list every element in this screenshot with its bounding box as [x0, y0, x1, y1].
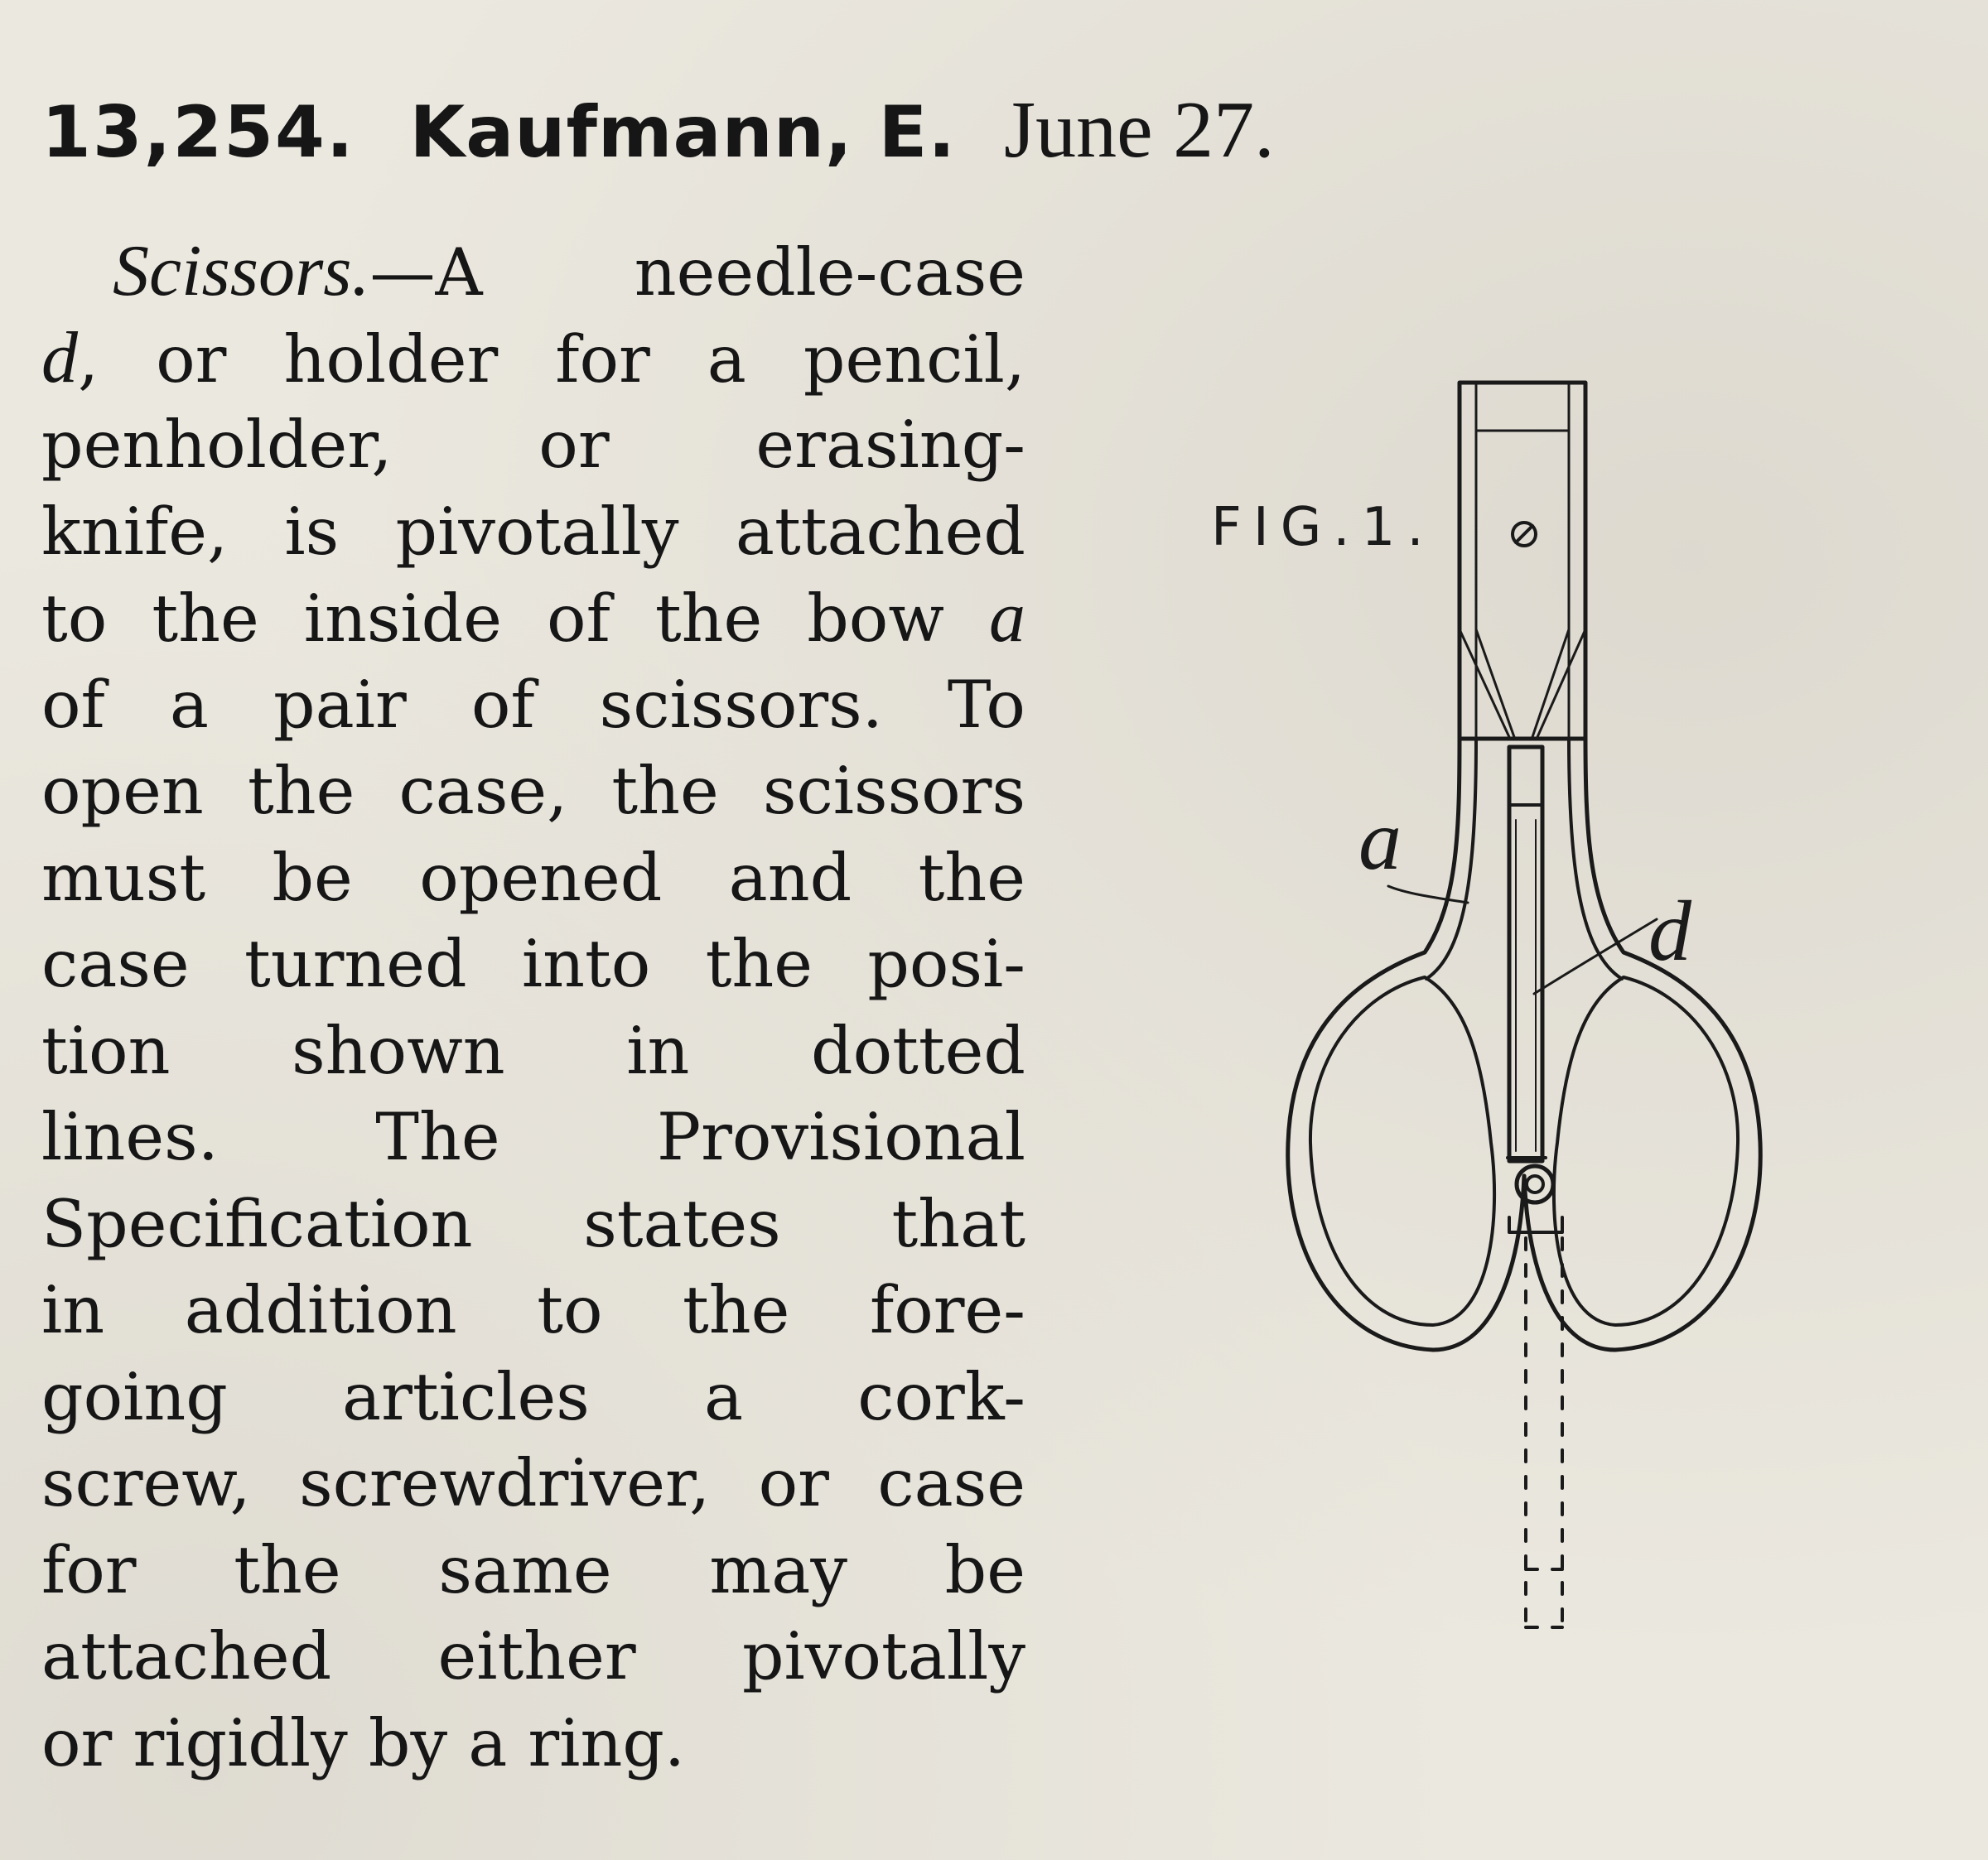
line-text: , or holder for a pencil,: [78, 320, 1025, 398]
body-line: open the case, the scissors: [41, 753, 1025, 829]
body-line: [41, 575, 1025, 662]
body-line: screw, screwdriver, or case: [41, 1445, 1025, 1521]
body-line: in addition to the fore-: [41, 1272, 1025, 1348]
figure-label: FIG.1.: [1211, 497, 1436, 558]
scissors-illustration: [1193, 364, 1822, 1656]
blade-outline: [1460, 383, 1585, 739]
body-line: tion shown in dotted: [41, 1012, 1025, 1089]
em-dash: —: [369, 234, 436, 311]
leader-line-a: [1388, 886, 1468, 903]
right-bow-inner: [1554, 977, 1738, 1325]
body-line: penholder, or erasing-: [41, 407, 1025, 483]
patent-number: 13,254.: [41, 91, 355, 174]
body-line: Specification states that: [41, 1185, 1025, 1262]
figure-ref-a: a: [1358, 793, 1402, 888]
body-line: for the same may be: [41, 1531, 1025, 1608]
ref-letter-a: a: [989, 577, 1025, 658]
blade-taper: [1460, 629, 1585, 737]
body-line: of a pair of scissors. To: [41, 666, 1025, 743]
blade-screw-slot: [1516, 526, 1532, 542]
left-bow-inner: [1310, 977, 1494, 1325]
ref-letter-d: d: [41, 317, 78, 398]
body-line: case turned into the posi-: [41, 926, 1025, 1002]
line-text: A needle-case: [435, 234, 1025, 311]
right-shank: [1569, 739, 1622, 979]
inventor-name: Kaufmann, E.: [409, 91, 956, 174]
body-line: must be opened and the: [41, 839, 1025, 916]
line-text: to the inside of the bow: [41, 581, 989, 657]
pivot-ring-inner: [1527, 1176, 1543, 1193]
left-shank: [1426, 739, 1476, 979]
body-line: attached either pivotally: [41, 1618, 1025, 1694]
needle-case: [1509, 747, 1542, 1161]
entry-header: [41, 85, 1275, 175]
subject-title: Scissors.: [113, 231, 370, 311]
body-line: [41, 316, 1025, 402]
abstract-body: [41, 229, 1025, 1786]
dotted-case-position: [1526, 1238, 1562, 1627]
figure-ref-d: d: [1648, 884, 1691, 979]
body-line: lines. The Provisional: [41, 1099, 1025, 1175]
body-line: [41, 229, 1025, 316]
body-line: or rigidly by a ring.: [41, 1704, 686, 1781]
patent-date: June 27.: [1003, 85, 1275, 175]
body-line: going articles a cork-: [41, 1358, 1025, 1435]
body-line: knife, is pivotally attached: [41, 493, 1025, 570]
